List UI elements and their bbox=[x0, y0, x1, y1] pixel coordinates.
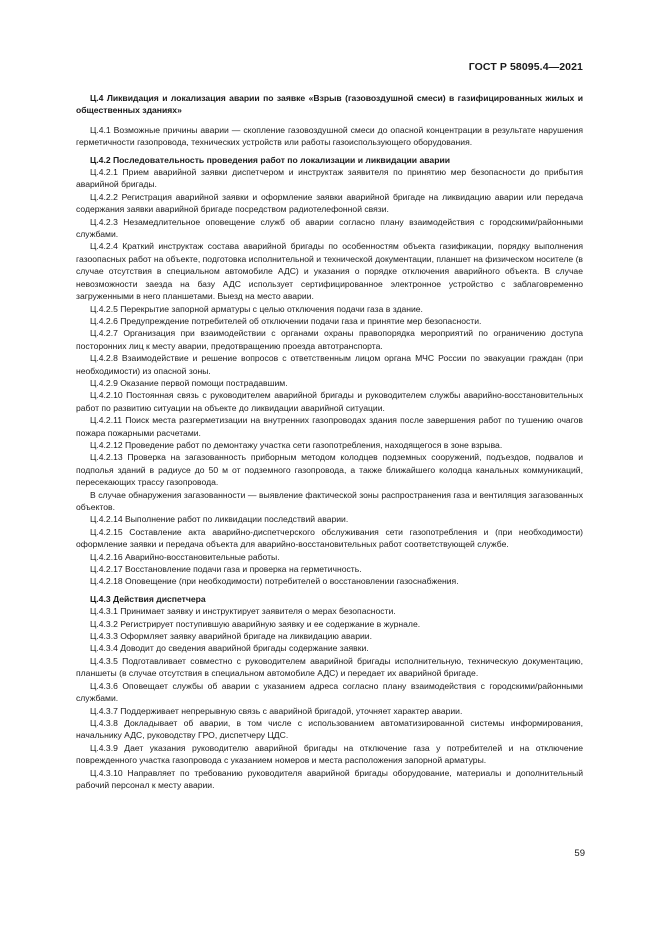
paragraph: Ц.4.2.5 Перекрытие запорной арматуры с целью отключения подачи газа в здание. bbox=[90, 303, 423, 314]
paragraph: Ц.4.2.8 Взаимодействие и решение вопросов с ответственным лицом органа МЧС России по эвакуации граждан (при необходимости) из опасной зоны. bbox=[76, 353, 583, 376]
paragraph: Ц.4.3.9 Дает указания руководителю аварийной бригады на отключение газа у потребителей и на отключение поврежденного участка газопровода с указанием номеров и места расположения запорной арматуры. bbox=[76, 742, 583, 766]
paragraph: Ц.4.2.7 Организация при взаимодействии с органами охраны правопорядка мероприятий по ограничению доступа посторонних лиц к месту аварии, предотвращению проезда автотранспорта. bbox=[76, 328, 583, 351]
paragraph: Ц.4.1 Возможные причины аварии — скопление газовоздушной смеси до опасной концентрации в результате нарушения герметичности газопровода, технических устройств или работы газоиспользующего оборудования. bbox=[76, 124, 583, 148]
document-body bbox=[76, 92, 583, 791]
paragraph: Ц.4.3.5 Подготавливает совместно с руководителем аварийной бригады исполнительную, техническую документацию, планшеты (в случае отсутствия в специальном автомобиле АДС) и передает их аварийной бригаде. bbox=[76, 655, 583, 679]
paragraph: Ц.4.3.1 Принимает заявку и инструктирует заявителя о мерах безопасности. bbox=[90, 606, 396, 617]
paragraph: Ц.4.2.16 Аварийно-восстановительные работы. bbox=[90, 551, 280, 562]
paragraph: Ц.4.2.15 Составление акта аварийно-диспетчерского обслуживания сети газопотребления и (при необходимости) оформление заявки и передача объекта для аварийно-восстановительных работ соответствующей службе. bbox=[76, 526, 583, 550]
section-heading: Ц.4.3 Действия диспетчера bbox=[90, 593, 206, 604]
paragraph: Ц.4.2.11 Поиск места разгерметизации на внутренних газопроводах здания после завершения работ по тушению очагов пожара пожарными расчетами. bbox=[76, 415, 583, 438]
paragraph: Ц.4.2.17 Восстановление подачи газа и проверка на герметичность. bbox=[90, 564, 362, 575]
paragraph: Ц.4.2.13 Проверка на загазованность приборным методом колодцев подземных сооружений, подъездов, подвалов и подполья зданий в радиусе до 50 м от подземного газопровода, а также ближайшего колодца канальных коммуникаций, пересекающих трассу газопровода. bbox=[76, 452, 583, 488]
paragraph: Ц.4.2.12 Проведение работ по демонтажу участка сети газопотребления, находящегося в зоне взрыва. bbox=[90, 439, 503, 450]
paragraph: Ц.4.2.1 Прием аварийной заявки диспетчером и инструктаж заявителя по принятию мер безопасности до прибытия аварийной бригады. bbox=[76, 167, 583, 190]
document-header: ГОСТ Р 58095.4—2021 bbox=[468, 61, 583, 73]
paragraph: В случае обнаружения загазованности — выявление фактической зоны распространения газа и вентиляция загазованных объектов. bbox=[76, 489, 583, 512]
paragraph: Ц.4.3.2 Регистрирует поступившую аварийную заявку и ее содержание в журнале. bbox=[90, 618, 421, 629]
paragraph: Ц.4.2.6 Предупреждение потребителей об отключении подачи газа и принятие мер безопасности. bbox=[90, 315, 482, 326]
section-heading: Ц.4.2 Последовательность проведения работ по локализации и ликвидации аварии bbox=[90, 154, 451, 165]
paragraph: Ц.4.3.8 Докладывает об аварии, в том числе с использованием автоматизированной системы информирования, начальнику АДС, руководству ГРО, диспетчеру ЦДС. bbox=[76, 717, 583, 741]
paragraph: Ц.4.2.4 Краткий инструктаж состава аварийной бригады по особенностям объекта газификации, порядку выполнения газоопасных работ на объекте, подготовка исполнительной и технической документации, планшет на физическом носителе (в случае отсутствия в специальном автомобиле АДС) и указания о порядке отключения аварийного объекта. В случае невозможности заезда на базу АДС использует сертифицированное электронное устройство с заблаговременно загруженными в него планшетами. Выезд на место аварии. bbox=[76, 241, 583, 302]
paragraph: Ц.4.2.2 Регистрация аварийной заявки и оформление заявки аварийной бригаде на ликвидацию аварии или передача содержания заявки аварийной бригаде посредством радиотелефонной связи. bbox=[76, 191, 583, 215]
paragraph: Ц.4.3.10 Направляет по требованию руководителя аварийной бригады оборудование, материалы и дополнительный рабочий персонал к месту аварии. bbox=[76, 767, 583, 790]
paragraph: Ц.4.2.18 Оповещение (при необходимости) потребителей о восстановлении газоснабжения. bbox=[90, 576, 459, 587]
paragraph: Ц.4.2.10 Постоянная связь с руководителем аварийной бригады и руководителем службы аварийно-восстановительных работ по развитию ситуации на объекте до ликвидации аварийной ситуации. bbox=[76, 390, 583, 413]
paragraph: Ц.4.2.3 Незамедлительное оповещение служб об аварии согласно плану взаимодействия с городскими/районными службами. bbox=[76, 216, 583, 240]
paragraph: Ц.4.3.3 Оформляет заявку аварийной бригаде на ликвидацию аварии. bbox=[90, 631, 372, 642]
paragraph: Ц.4.2.9 Оказание первой помощи пострадавшим. bbox=[90, 377, 288, 388]
paragraph: Ц.4.2.14 Выполнение работ по ликвидации последствий аварии. bbox=[90, 514, 349, 525]
page-number: 59 bbox=[574, 848, 585, 859]
paragraph: Ц.4.3.6 Оповещает службы об аварии с указанием адреса согласно плану взаимодействия с городскими/районными службами. bbox=[76, 680, 583, 704]
section-heading: Ц.4 Ликвидация и локализация аварии по заявке «Взрыв (газовоздушной смеси) в газифицированных жилых и общественных зданиях» bbox=[76, 93, 583, 116]
paragraph: Ц.4.3.4 Доводит до сведения аварийной бригады содержание заявки. bbox=[90, 643, 369, 654]
paragraph: Ц.4.3.7 Поддерживает непрерывную связь с аварийной бригадой, уточняет характер аварии. bbox=[90, 705, 463, 716]
